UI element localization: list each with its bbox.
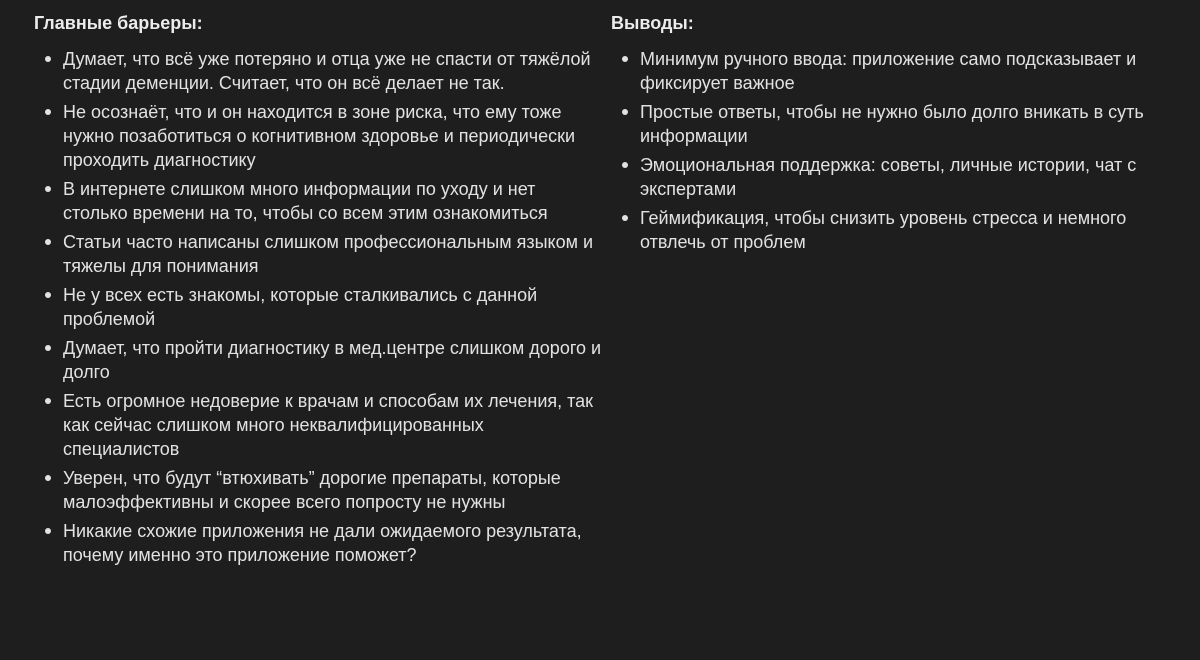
- list-item: [34, 389, 604, 461]
- list-item-text: Геймификация, чтобы снизить уровень стресса и немного отвлечь от проблем: [640, 208, 1127, 252]
- list-item: [34, 100, 604, 172]
- bullet-icon: [622, 109, 628, 115]
- bullet-icon: [45, 398, 51, 404]
- bullet-icon: [622, 56, 628, 62]
- bullet-icon: [45, 186, 51, 192]
- bullet-icon: [622, 215, 628, 221]
- barriers-section: [34, 11, 604, 572]
- bullet-icon: [45, 528, 51, 534]
- list-item: [34, 230, 604, 278]
- list-item-text: Не у всех есть знакомы, которые сталкивались с данной проблемой: [63, 285, 538, 329]
- conclusions-section: [611, 11, 1181, 259]
- list-item: [34, 466, 604, 514]
- bullet-icon: [45, 292, 51, 298]
- bullet-icon: [45, 345, 51, 351]
- list-item: [34, 47, 604, 95]
- bullet-icon: [622, 162, 628, 168]
- list-item: [34, 283, 604, 331]
- barriers-list: [34, 47, 604, 567]
- conclusions-list: [611, 47, 1181, 254]
- list-item-text: Минимум ручного ввода: приложение само подсказывает и фиксирует важное: [640, 49, 1137, 93]
- bullet-icon: [45, 109, 51, 115]
- list-item-text: Статьи часто написаны слишком профессиональным языком и тяжелы для понимания: [63, 232, 594, 276]
- list-item-text: Эмоциональная поддержка: советы, личные истории, чат с экспертами: [640, 155, 1137, 199]
- list-item: [611, 47, 1181, 95]
- list-item-text: Уверен, что будут “втюхивать” дорогие препараты, которые малоэффективны и скорее всего попросту не нужны: [63, 468, 561, 512]
- list-item: [611, 100, 1181, 148]
- list-item-text: В интернете слишком много информации по уходу и нет столько времени на то, чтобы со всем этим ознакомиться: [63, 179, 548, 223]
- bullet-icon: [45, 475, 51, 481]
- list-item: [34, 519, 604, 567]
- list-item: [34, 177, 604, 225]
- list-item: [34, 336, 604, 384]
- list-item-text: Простые ответы, чтобы не нужно было долго вникать в суть информации: [640, 102, 1144, 146]
- list-item-text: Думает, что пройти диагностику в мед.центре слишком дорого и долго: [63, 338, 602, 382]
- barriers-heading: Главные барьеры:: [34, 13, 203, 33]
- list-item-text: Есть огромное недоверие к врачам и способам их лечения, так как сейчас слишком много неквалифицированных специалистов: [63, 391, 594, 459]
- list-item-text: Никакие схожие приложения не дали ожидаемого результата, почему именно это приложение поможет?: [63, 521, 582, 565]
- bullet-icon: [45, 239, 51, 245]
- list-item: [611, 153, 1181, 201]
- bullet-icon: [45, 56, 51, 62]
- list-item-text: Не осознаёт, что и он находится в зоне риска, что ему тоже нужно позаботиться о когнитивном здоровье и периодически проходить диагностику: [63, 102, 576, 170]
- list-item-text: Думает, что всё уже потеряно и отца уже не спасти от тяжёлой стадии деменции. Считает, что он всё делает не так.: [63, 49, 591, 93]
- conclusions-heading: Выводы:: [611, 13, 694, 33]
- list-item: [611, 206, 1181, 254]
